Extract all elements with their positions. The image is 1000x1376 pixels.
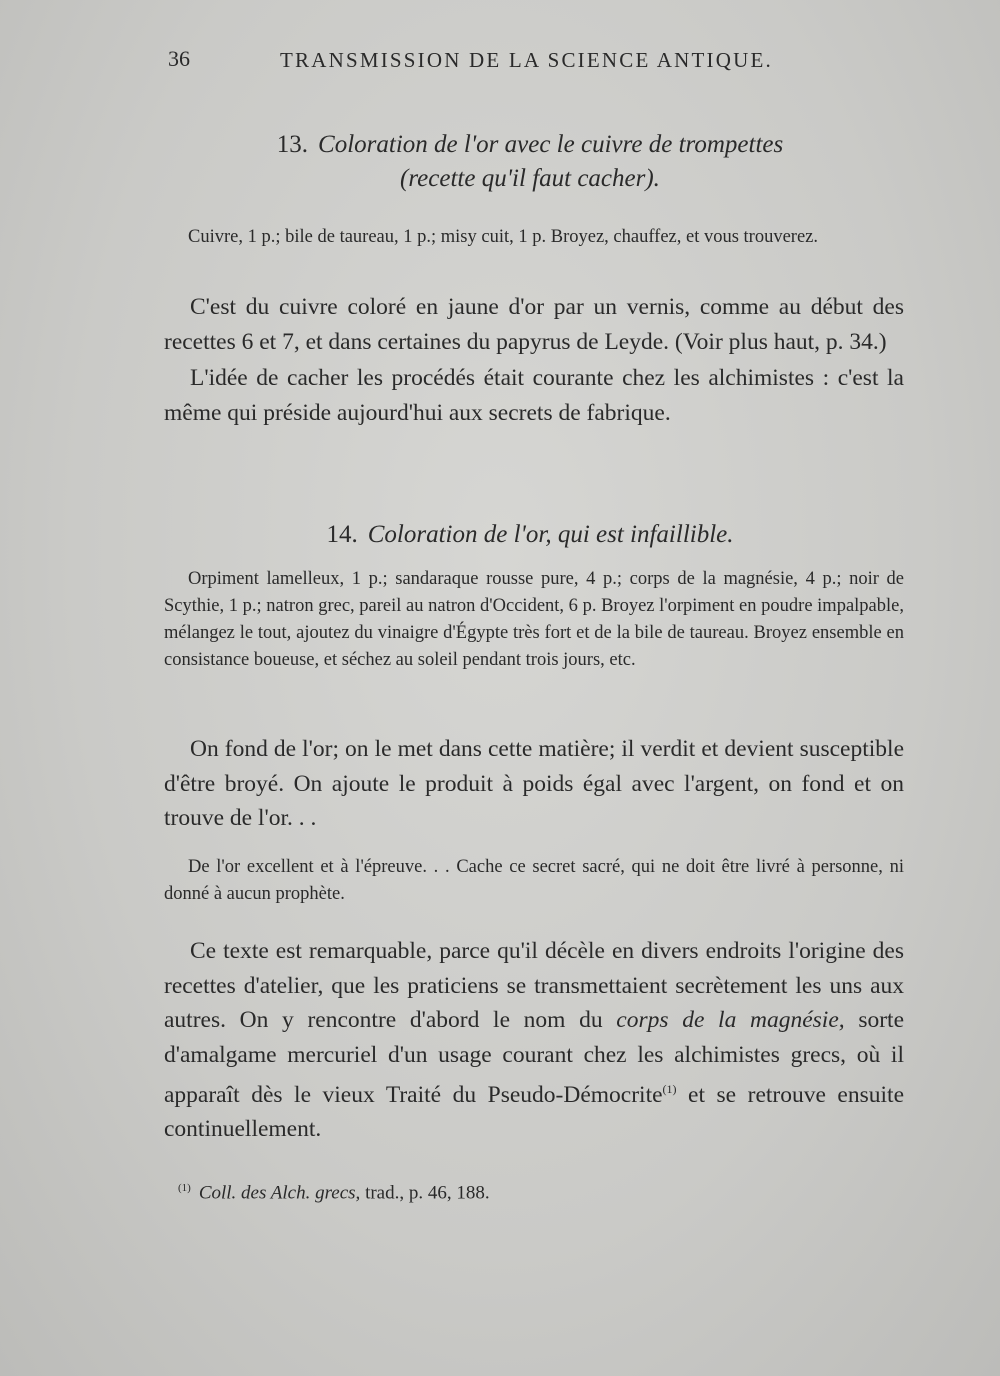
- section-13-heading: [160, 128, 900, 196]
- section-14-heading: [160, 518, 900, 552]
- section-13-commentary: [164, 290, 904, 430]
- section-14-commentary-1: [164, 732, 904, 836]
- section-13-comment-p1: C'est du cuivre coloré en jaune d'or par un vernis, comme au début des recettes 6 et 7, et dans certaines du papyrus de Leyde. (Voir plus haut, p. 34.): [164, 294, 904, 355]
- section-14-recipe: Orpiment lamelleux, 1 p.; sandaraque rousse pure, 4 p.; corps de la magnésie, 4 p.; noir de Scythie, 1 p.; natron grec, pareil au natron d'Occident, 6 p. Broyez l'orpiment en poudre impalpable, mélangez le tout, ajoutez du vinaigre d'Égypte très fort et de la bile de taureau. Broyez ensemble en consistance boueuse, et séchez au soleil pendant trois jours, etc.: [164, 569, 904, 670]
- corps-de-la-magnesie: corps de la magnésie,: [616, 1007, 845, 1033]
- footnote: [178, 1175, 898, 1206]
- running-title: TRANSMISSION DE LA SCIENCE ANTIQUE.: [280, 48, 773, 72]
- section-14-title: Coloration de l'or, qui est infaillible.: [367, 521, 734, 548]
- section-13-comment-p2: L'idée de cacher les procédés était courante chez les alchimistes : c'est la même qui préside aujourd'hui aux secrets de fabrique.: [164, 365, 904, 426]
- footnote-rest: trad., p. 46, 188.: [360, 1182, 490, 1204]
- footnote-marker: (1): [178, 1182, 191, 1194]
- footnote-reference[interactable]: (1): [662, 1082, 677, 1096]
- running-head: [168, 42, 808, 82]
- section-13-title-line1: Coloration de l'or avec le cuivre de trompettes: [318, 131, 784, 158]
- footnote-source: Coll. des Alch. grecs,: [198, 1182, 361, 1204]
- section-14-comment-p1: On fond de l'or; on le met dans cette matière; il verdit et devient susceptible d'être broyé. On ajoute le produit à poids égal avec l'argent, on fond et on trouve de l'or. . .: [164, 736, 904, 831]
- section-13-title-line2: (recette qu'il faut cacher).: [400, 165, 660, 192]
- section-13-number: 13.: [276, 131, 309, 158]
- section-14-recipe-2: De l'or excellent et à l'épreuve. . . Cache ce secret sacré, qui ne doit être livré à personne, ni donné à aucun prophète.: [164, 857, 904, 904]
- section-14-comment-p2: Ce texte est remarquable, parce qu'il décèle en divers endroits l'origine des recettes d'atelier, que les praticiens se transmettaient secrètement les uns aux autres. On y rencontre d'abord le nom du corps de la magnésie, sorte d'amalgame mercuriel d'un usage courant chez les alchimistes grecs, où il apparaît dès le vieux Traité du Pseudo-Démocrite$^{(1)}$ et se retrouve ensuite continuellement.: [164, 938, 904, 1143]
- section-13-recipe: Cuivre, 1 p.; bile de taureau, 1 p.; misy cuit, 1 p. Broyez, chauffez, et vous trouverez.: [188, 227, 819, 247]
- section-14-commentary-2: [164, 934, 904, 1147]
- section-14-number: 14.: [326, 521, 358, 548]
- page-number: 36: [168, 46, 190, 71]
